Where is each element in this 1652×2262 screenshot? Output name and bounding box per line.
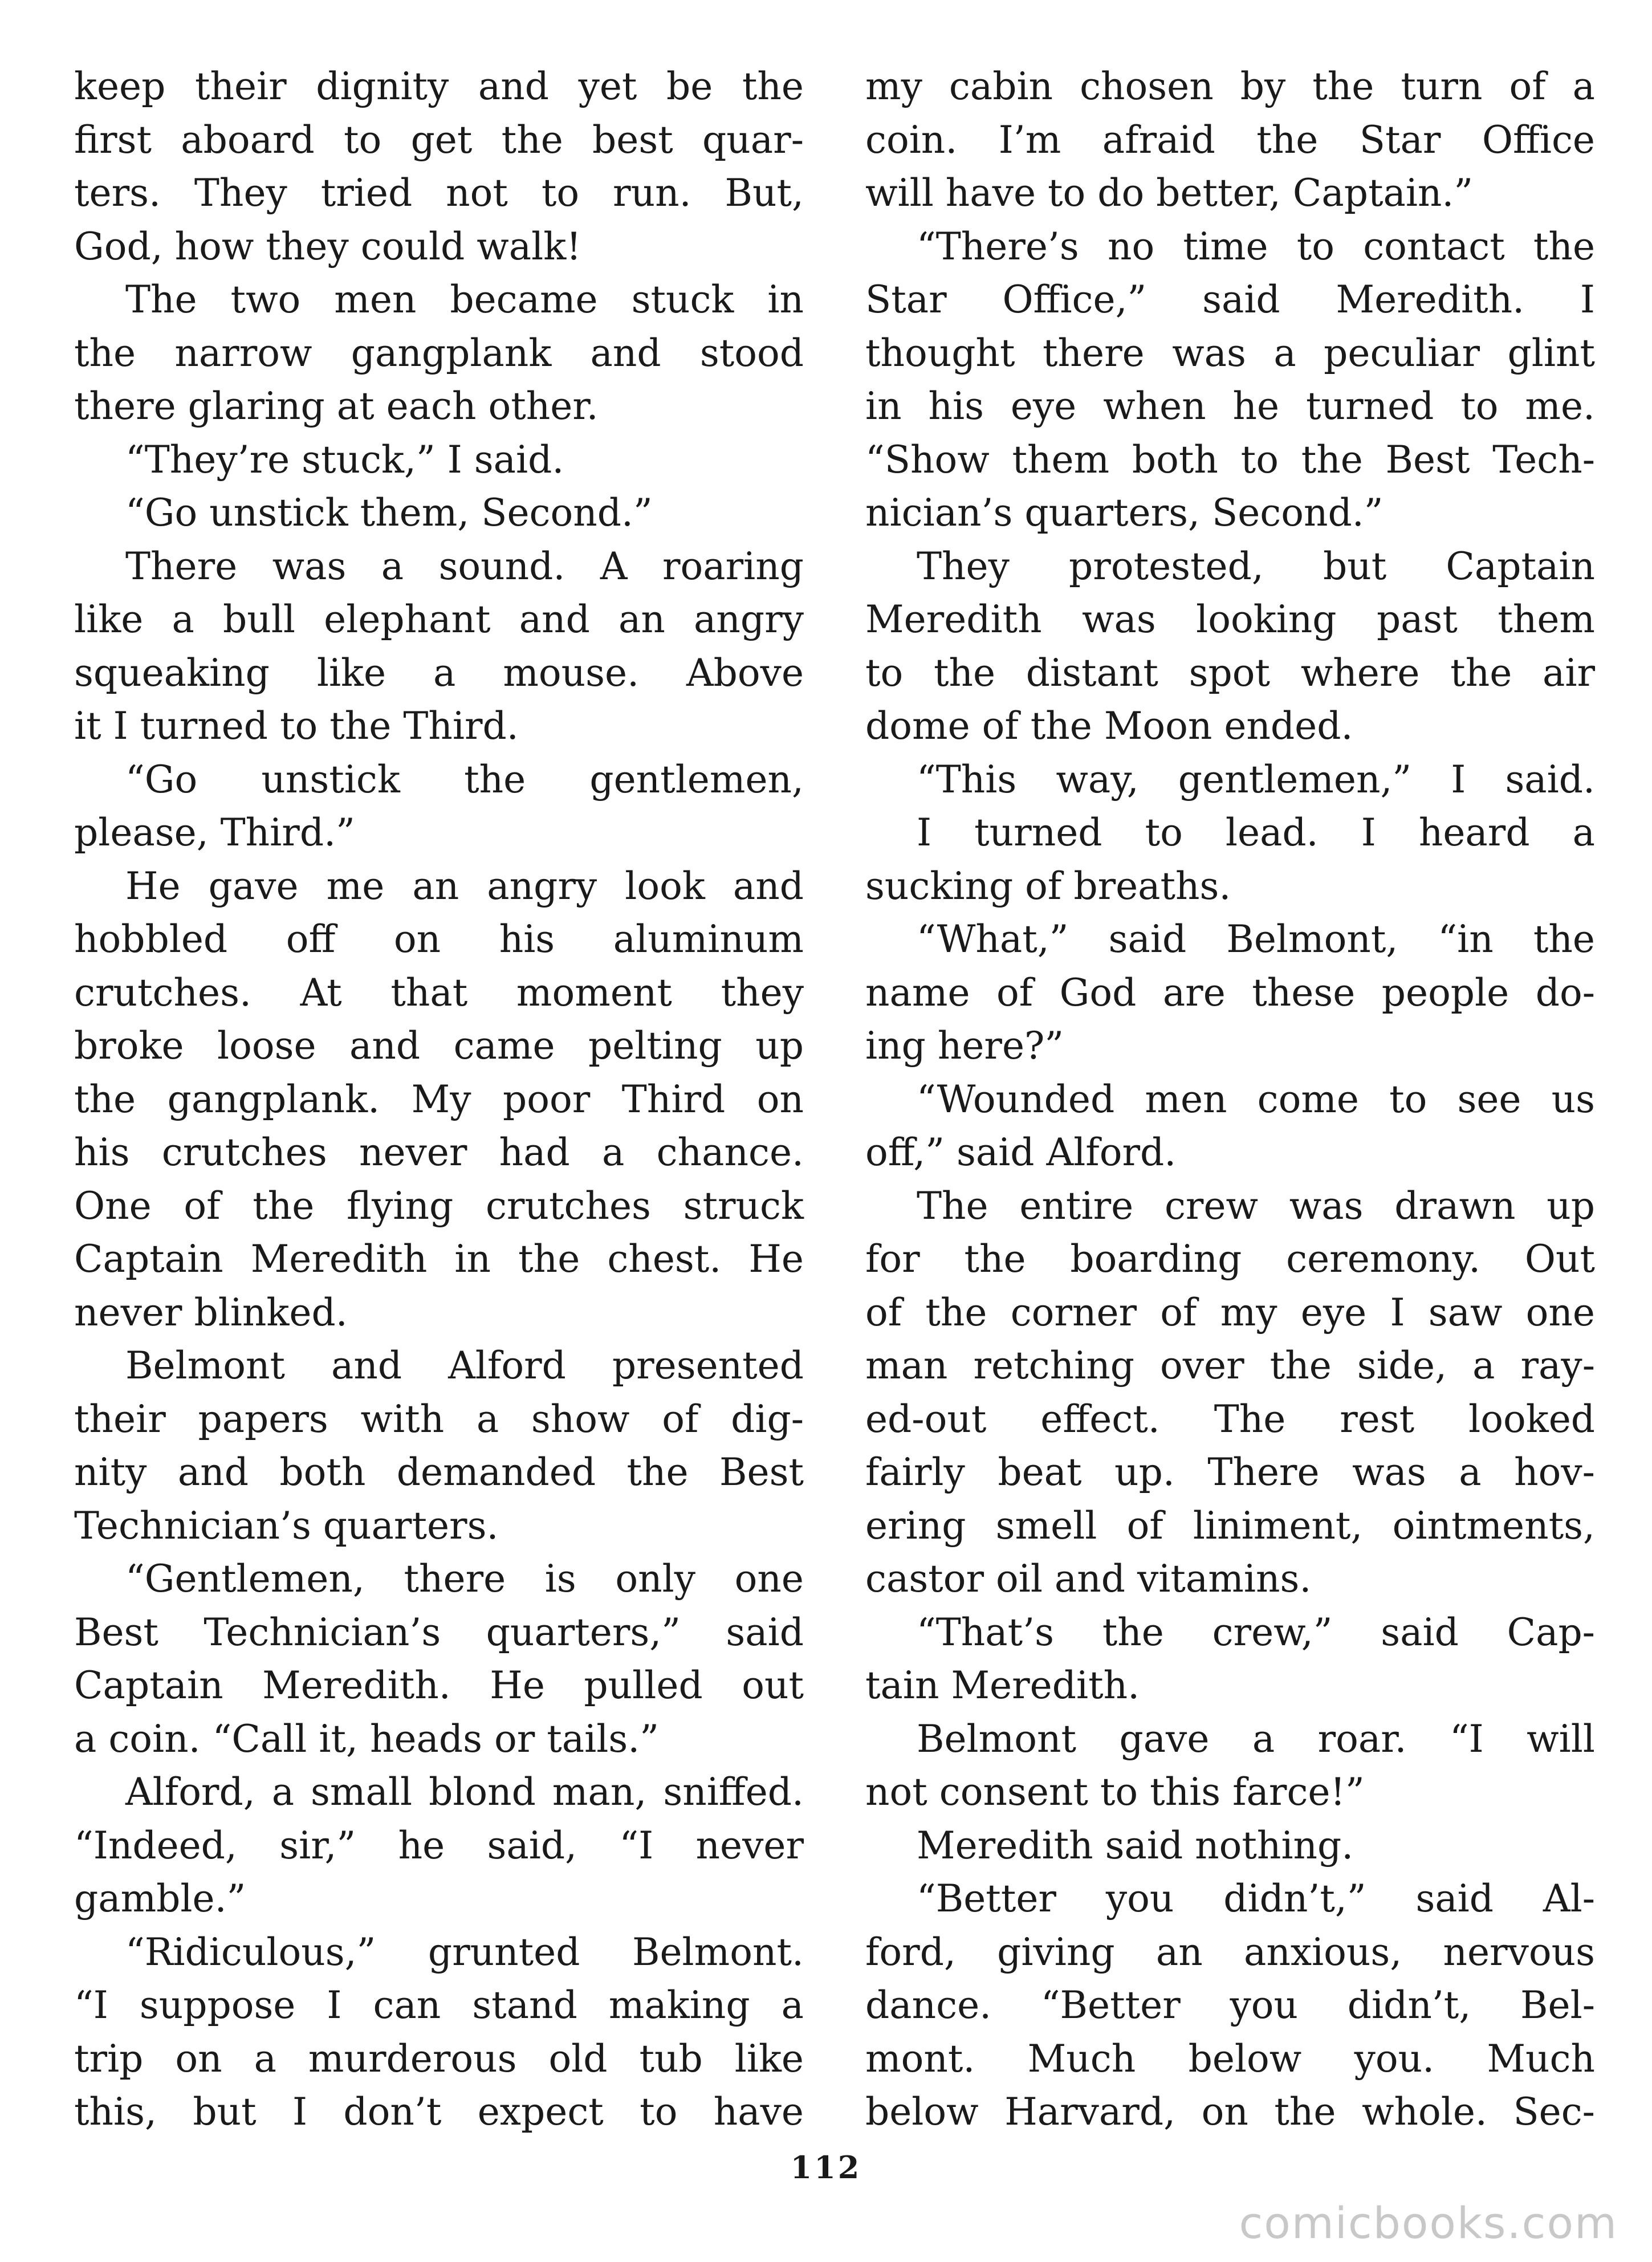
right-text-column (865, 60, 1595, 2139)
text-line: coin. I’m afraid the Star Office (865, 117, 1595, 162)
text-line: Technician’s quarters. (74, 1503, 499, 1548)
text-line: sucking of breaths. (865, 864, 1231, 908)
text-line: castor oil and vitamins. (865, 1557, 1312, 1601)
text-line: for the boarding ceremony. Out (865, 1237, 1595, 1281)
text-line: Alford, a small blond man, sniffed. (125, 1770, 804, 1814)
text-line: “Show them both to the Best Tech- (865, 437, 1595, 482)
text-line: Star Office,” said Meredith. I (865, 278, 1595, 322)
text-line: below Harvard, on the whole. Sec- (865, 2090, 1595, 2134)
text-line: “Wounded men come to see us (917, 1077, 1595, 1121)
text-line: Belmont and Alford presented (125, 1344, 804, 1388)
text-line: Best Technician’s quarters,” said (74, 1610, 804, 1654)
text-line: “Go unstick them, Second.” (125, 491, 653, 535)
text-line: I turned to lead. I heard a (917, 811, 1595, 855)
text-line: ters. They tried not to run. But, (74, 171, 804, 215)
text-line: a coin. “Call it, heads or tails.” (74, 1716, 659, 1761)
text-line: the gangplank. My poor Third on (74, 1077, 804, 1121)
text-line: dome of the Moon ended. (865, 704, 1353, 748)
text-line: of the corner of my eye I saw one (865, 1290, 1595, 1335)
text-line: ford, giving an anxious, nervous (865, 1930, 1595, 1974)
text-line: their papers with a show of dig- (74, 1397, 804, 1441)
text-line: He gave me an angry look and (125, 864, 804, 908)
text-line: off,” said Alford. (865, 1130, 1177, 1174)
text-line: “Indeed, sir,” he said, “I never (74, 1823, 804, 1868)
text-line: tain Meredith. (865, 1663, 1140, 1707)
text-line: nician’s quarters, Second.” (865, 491, 1384, 535)
text-line: “What,” said Belmont, “in the (917, 917, 1595, 961)
text-line: dance. “Better you didn’t, Bel- (865, 1983, 1595, 2027)
text-line: “Gentlemen, there is only one (125, 1557, 804, 1601)
text-line: “Go unstick the gentlemen, (125, 757, 804, 802)
text-line: fairly beat up. There was a hov- (865, 1450, 1595, 1494)
text-line: One of the flying crutches struck (74, 1183, 804, 1228)
text-line: Captain Meredith in the chest. He (74, 1237, 804, 1281)
text-line: to the distant spot where the air (865, 650, 1595, 695)
text-line: never blinked. (74, 1290, 348, 1335)
text-line: The two men became stuck in (125, 278, 804, 322)
text-line: not consent to this farce!” (865, 1770, 1365, 1814)
text-line: “This way, gentlemen,” I said. (917, 757, 1595, 802)
text-line: this, but I don’t expect to have (74, 2090, 804, 2134)
text-line: nity and both demanded the Best (74, 1450, 804, 1494)
text-line: God, how they could walk! (74, 224, 581, 268)
text-line: Meredith said nothing. (917, 1823, 1354, 1868)
text-line: there glaring at each other. (74, 384, 599, 428)
text-line: “Better you didn’t,” said Al- (917, 1877, 1595, 1921)
text-line: the narrow gangplank and stood (74, 331, 804, 375)
text-line: name of God are these people do- (865, 970, 1595, 1015)
text-line: Belmont gave a roar. “I will (917, 1716, 1595, 1761)
text-line: “That’s the crew,” said Cap- (917, 1610, 1595, 1654)
text-line: ed-out effect. The rest looked (865, 1397, 1595, 1441)
text-line: it I turned to the Third. (74, 704, 519, 748)
left-text-column (74, 60, 804, 2139)
text-line: like a bull elephant and an angry (74, 597, 804, 641)
text-line: “They’re stuck,” I said. (125, 437, 564, 482)
text-line: my cabin chosen by the turn of a (865, 64, 1595, 108)
text-line: his crutches never had a chance. (74, 1130, 804, 1174)
text-line: “Ridiculous,” grunted Belmont. (125, 1930, 804, 1974)
watermark: comicbooks.com (1239, 2198, 1618, 2248)
page-number: 112 (790, 2149, 862, 2186)
text-line: “I suppose I can stand making a (74, 1983, 804, 2027)
text-line: crutches. At that moment they (74, 970, 804, 1015)
text-line: thought there was a peculiar glint (865, 331, 1595, 375)
text-line: hobbled off on his aluminum (74, 917, 804, 961)
text-line: They protested, but Captain (917, 544, 1595, 588)
text-line: “There’s no time to contact the (917, 224, 1595, 268)
text-line: ing here?” (865, 1024, 1064, 1068)
text-line: Meredith was looking past them (865, 597, 1595, 641)
text-line: man retching over the side, a ray- (865, 1344, 1595, 1388)
text-line: will have to do better, Captain.” (865, 171, 1474, 215)
text-line: squeaking like a mouse. Above (74, 650, 804, 695)
text-line: There was a sound. A roaring (125, 544, 804, 588)
text-line: trip on a murderous old tub like (74, 2036, 804, 2081)
text-line: gamble.” (74, 1877, 246, 1921)
text-line: Captain Meredith. He pulled out (74, 1663, 804, 1707)
text-line: please, Third.” (74, 811, 355, 855)
text-line: ering smell of liniment, ointments, (865, 1503, 1595, 1548)
text-line: first aboard to get the best quar- (74, 117, 804, 162)
text-line: The entire crew was drawn up (917, 1183, 1595, 1228)
text-line: keep their dignity and yet be the (74, 64, 804, 108)
text-line: in his eye when he turned to me. (865, 384, 1595, 428)
text-line: broke loose and came pelting up (74, 1024, 804, 1068)
text-line: mont. Much below you. Much (865, 2036, 1595, 2081)
